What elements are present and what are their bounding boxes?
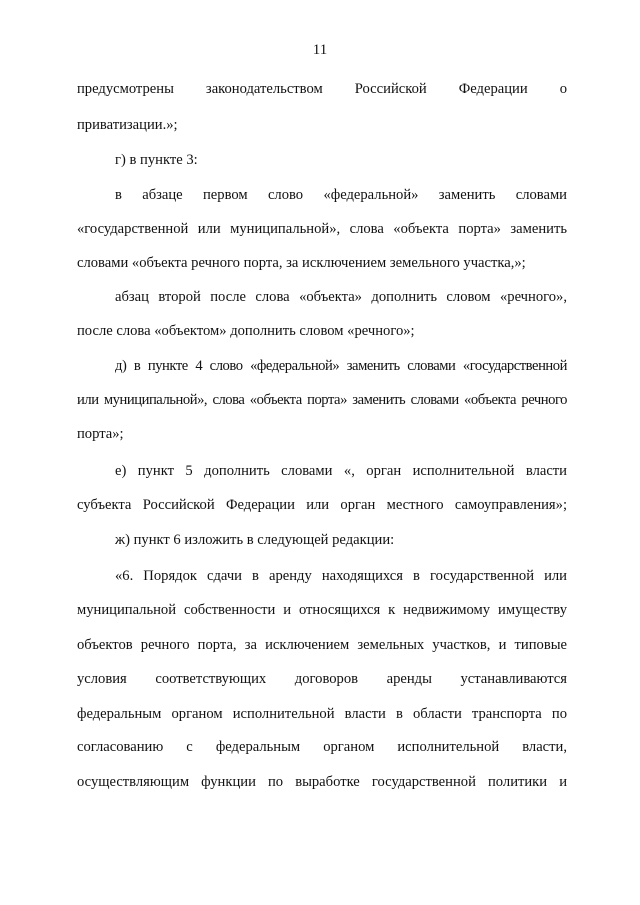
text-line: г) в пункте 3: [115,152,198,168]
text-line: «государственной или муниципальной», слова «объекта порта» заменить [77,221,567,237]
text-line: «6. Порядок сдачи в аренду находящихся в государственной или [115,568,567,584]
text-line: порта»; [77,426,124,442]
text-line: объектов речного порта, за исключением земельных участков, и типовые [77,637,567,653]
text-line: предусмотрены законодательством Российской Федерации о [77,81,567,97]
text-line: условия соответствующих договоров аренды устанавливаются [77,671,567,687]
text-line: д) в пункте 4 слово «федеральной» заменить словами «государственной [115,358,567,374]
text-line: после слова «объектом» дополнить словом «речного»; [77,323,415,339]
text-line: е) пункт 5 дополнить словами «, орган исполнительной власти [115,463,567,479]
text-line: субъекта Российской Федерации или орган местного самоуправления»; [77,497,567,513]
text-line: осуществляющим функции по выработке государственной политики и [77,774,567,790]
text-line: в абзаце первом слово «федеральной» заменить словами [115,187,567,203]
page-number: 11 [312,42,328,58]
text-line: словами «объекта речного порта, за исключением земельного участка,»; [77,255,526,271]
text-line: приватизации.»; [77,117,178,133]
text-line: или муниципальной», слова «объекта порта» заменить словами «объекта речного [77,392,567,408]
text-line: муниципальной собственности и относящихся к недвижимому имуществу [77,602,567,618]
text-line: ж) пункт 6 изложить в следующей редакции: [115,532,395,548]
text-line: абзац второй после слова «объекта» дополнить словом «речного», [115,289,567,305]
text-line: согласованию с федеральным органом исполнительной власти, [77,739,567,755]
text-line: федеральным органом исполнительной власти в области транспорта по [77,706,567,722]
